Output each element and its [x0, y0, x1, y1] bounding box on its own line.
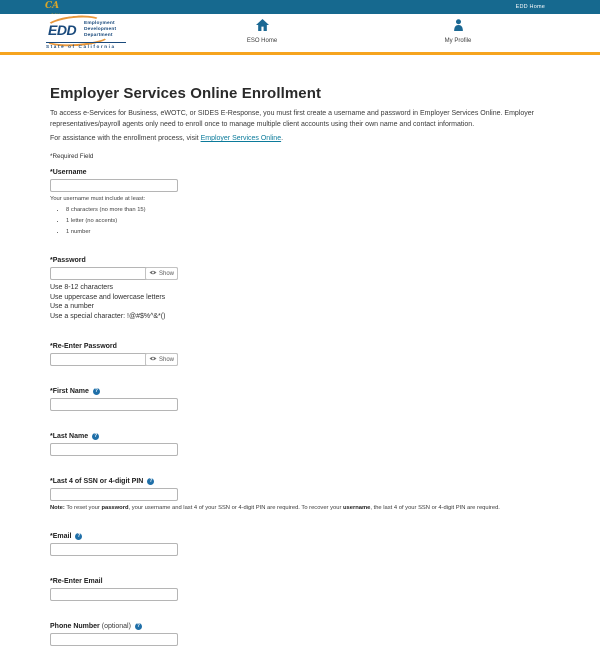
edd-home-link[interactable]: EDD Home	[515, 4, 545, 10]
assistance-prefix: For assistance with the enrollment process, visit	[50, 135, 201, 142]
nav-my-profile-label: My Profile	[444, 38, 472, 44]
main-content	[0, 85, 600, 646]
edd-logo-acronym: EDD	[48, 22, 77, 38]
ssn-pin-group	[50, 478, 560, 511]
edd-logo-dept-line3: Department	[84, 33, 113, 38]
last-name-input[interactable]	[50, 443, 178, 456]
phone-optional-label: (optional)	[101, 623, 131, 631]
phone-label: Phone Number (optional)	[50, 623, 131, 631]
reenter-email-label: *Re-Enter Email	[50, 578, 103, 586]
ssn-pin-label: *Last 4 of SSN or 4-digit PIN	[50, 478, 144, 486]
first-name-label: *First Name	[50, 388, 89, 396]
password-group	[50, 257, 560, 321]
ssn-pin-input[interactable]	[50, 488, 178, 501]
home-icon	[256, 18, 269, 35]
employer-services-online-link[interactable]: Employer Services Online	[200, 135, 282, 142]
first-name-group	[50, 388, 560, 411]
reenter-email-group	[50, 578, 560, 601]
phone-group	[50, 623, 560, 646]
edd-logo-dept-line1: Employment	[84, 21, 115, 26]
help-icon[interactable]: ?	[149, 478, 153, 485]
username-label: *Username	[50, 169, 87, 176]
email-label: *Email	[50, 533, 72, 541]
nav-my-profile[interactable]	[430, 18, 486, 44]
edd-logo[interactable]	[44, 17, 128, 49]
help-icon[interactable]: ?	[77, 533, 81, 540]
email-group	[50, 533, 560, 556]
reenter-email-input[interactable]	[50, 588, 178, 601]
reenter-password-group	[50, 343, 560, 366]
nav-eso-home[interactable]	[234, 18, 290, 44]
username-hint-item: • 8 characters (no more than 15)	[66, 207, 560, 213]
last-name-label: *Last Name	[50, 433, 89, 441]
edd-logo-department-text	[84, 21, 116, 39]
nav-eso-home-label: ESO Home	[246, 38, 278, 44]
show-password-button[interactable]	[145, 267, 178, 280]
show-reenter-password-button[interactable]	[145, 353, 178, 366]
show-password-label: Show	[158, 270, 174, 277]
last-name-group	[50, 433, 560, 456]
first-name-input[interactable]	[50, 398, 178, 411]
required-field-note: *Required Field	[50, 153, 94, 160]
note-bold: Note:	[50, 505, 65, 512]
help-icon[interactable]: ?	[94, 388, 98, 395]
site-header	[0, 14, 600, 55]
show-reenter-password-label: Show	[158, 356, 174, 363]
eye-icon	[149, 356, 157, 363]
edd-logo-dept-line2: Development	[84, 27, 117, 32]
reenter-password-label: *Re-Enter Password	[50, 343, 117, 351]
email-input[interactable]	[50, 543, 178, 556]
username-hint-item: • 1 number	[66, 229, 560, 235]
password-rule: Use uppercase and lowercase letters	[50, 293, 166, 301]
username-input[interactable]	[50, 179, 178, 192]
help-icon[interactable]: ?	[136, 623, 140, 630]
password-label: *Password	[50, 257, 86, 264]
ssn-pin-note: Note: To reset your password, your username and last 4 of your SSN or 4-digit PIN are required. To recover your username, the last 4 of your SSN or 4-digit PIN are required.	[50, 505, 500, 512]
password-rules	[50, 283, 560, 321]
note-bold: password	[101, 505, 129, 512]
intro-paragraph: To access e-Services for Business, eWOTC, or SIDES E-Response, you must first create a username and password in Employer Services Online. Employer representatives/payroll agents only need to enroll once to manage multiple client accounts using their own name and contact information.	[50, 110, 534, 128]
ca-gov-logo-abbr: CA	[45, 1, 60, 11]
edd-logo-tagline: State of California	[46, 42, 126, 49]
eye-icon	[149, 270, 157, 277]
note-bold: username	[342, 505, 371, 512]
phone-input[interactable]	[50, 633, 178, 646]
help-icon[interactable]: ?	[94, 433, 98, 440]
assistance-suffix: .	[281, 135, 284, 142]
username-hint-item: • 1 letter (no accents)	[66, 218, 560, 224]
password-rule: Use a special character: !@#$%^&*()	[50, 312, 166, 320]
username-group	[50, 169, 560, 235]
assistance-line	[50, 135, 560, 142]
page-title: Employer Services Online Enrollment	[50, 85, 322, 102]
username-hint-list	[66, 207, 560, 235]
password-rule: Use 8-12 characters	[50, 284, 114, 291]
topbar	[0, 0, 600, 14]
person-icon	[453, 18, 464, 35]
password-rule: Use a number	[50, 303, 94, 311]
username-hint-title: Your username must include at least:	[50, 196, 146, 202]
